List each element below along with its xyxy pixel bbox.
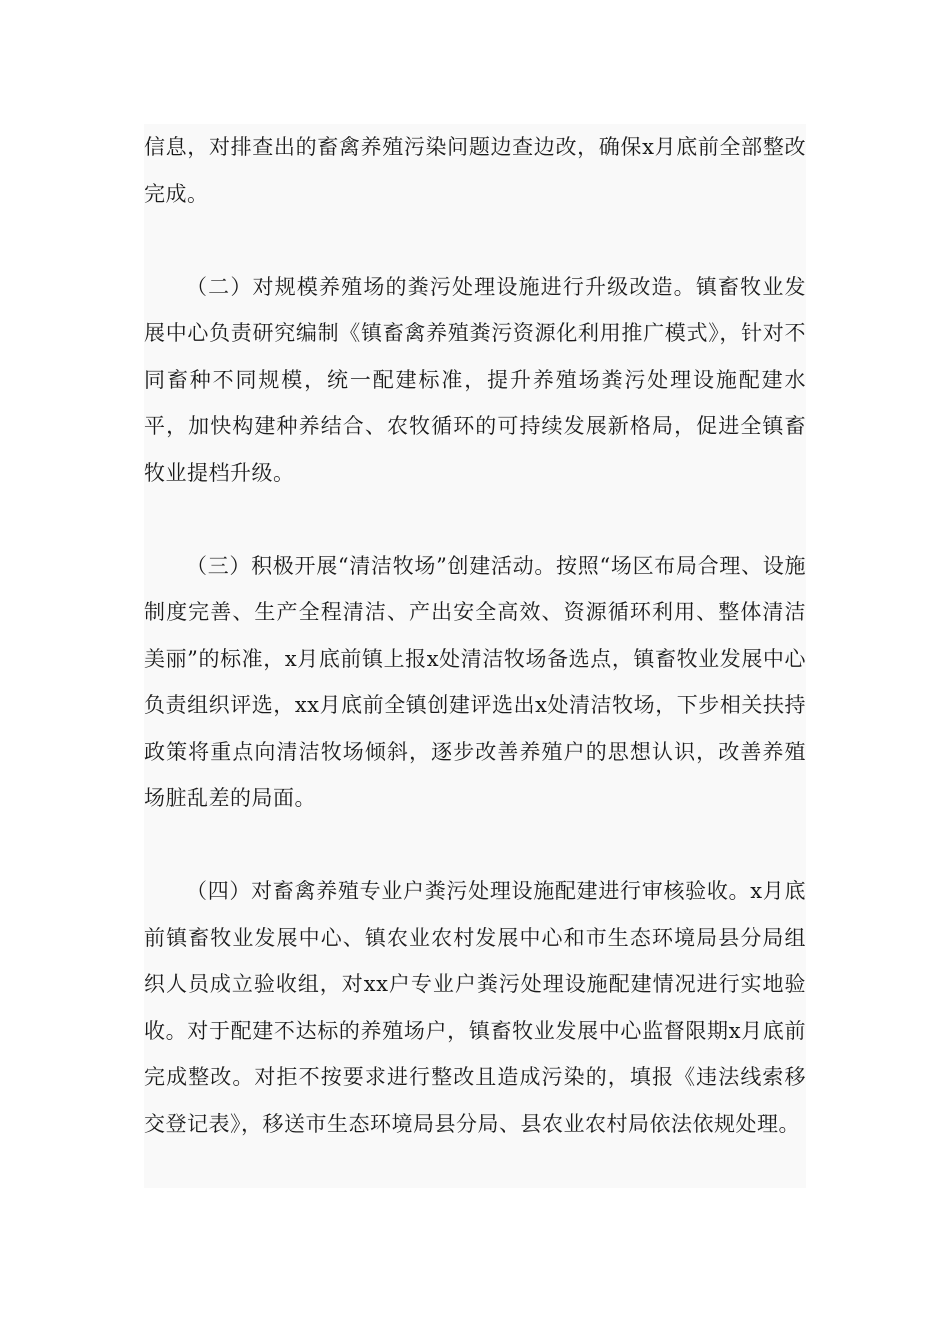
paragraph-gap	[144, 496, 806, 543]
paragraph-section-four: （四）对畜禽养殖专业户粪污处理设施配建进行审核验收。x月底前镇畜牧业发展中心、镇农业农村发展中心和市生态环境局县分局组织人员成立验收组，对xx户专业户粪污处理设施配建情况进行实地验收。对于配建不达标的养殖场户，镇畜牧业发展中心监督限期x月底前完成整改。对拒不按要求进行整改且造成污染的，填报《违法线索移交登记表》，移送市生态环境局县分局、县农业农村局依法依规处理。	[144, 879, 806, 1136]
paragraph-section-two: （二）对规模养殖场的粪污处理设施进行升级改造。镇畜牧业发展中心负责研究编制《镇畜禽养殖粪污资源化利用推广模式》，针对不同畜种不同规模，统一配建标准，提升养殖场粪污处理设施配建水平，加快构建种养结合、农牧循环的可持续发展新格局，促进全镇畜牧业提档升级。	[144, 274, 806, 485]
paragraph-gap	[144, 822, 806, 869]
paragraph-section-three: （三）积极开展“清洁牧场”创建活动。按照“场区布局合理、设施制度完善、生产全程清洁、产出安全高效、资源循环利用、整体清洁美丽”的标准，x月底前镇上报x处清洁牧场备选点，镇畜牧业发展中心负责组织评选，xx月底前全镇创建评选出x处清洁牧场，下步相关扶持政策将重点向清洁牧场倾斜，逐步改善养殖户的思想认识，改善养殖场脏乱差的局面。	[144, 553, 806, 810]
paragraph-gap	[144, 217, 806, 264]
paragraph-continuation: 信息，对排查出的畜禽养殖污染问题边查边改，确保x月底前全部整改完成。	[144, 135, 806, 206]
document-body	[144, 124, 806, 1188]
